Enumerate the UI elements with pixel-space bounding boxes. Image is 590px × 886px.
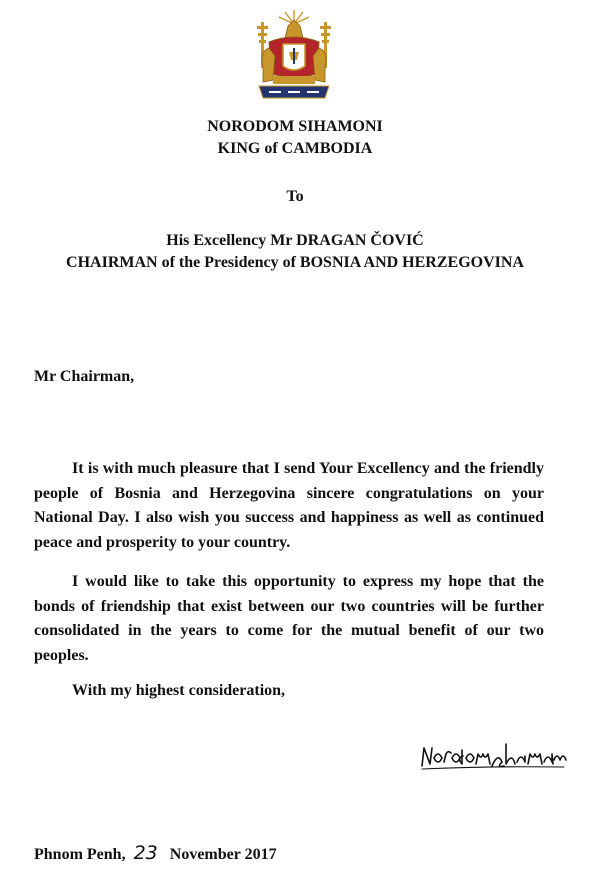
dateline — [34, 842, 277, 864]
sender-title: KING of CAMBODIA — [217, 140, 373, 157]
salutation: Mr Chairman, — [34, 368, 135, 385]
dateline-month-year: November 2017 — [169, 846, 277, 863]
recipient-block — [0, 230, 590, 274]
body-paragraph-1 — [34, 457, 544, 555]
to-label: To — [286, 188, 304, 205]
sender-name: NORODOM SIHAMONI — [207, 118, 383, 135]
body-paragraph-1-text: It is with much pleasure that I send Your Excellency and the friendly people of Bosnia and Herzegovina sincere congratulations on your National Day. I also wish you success and happiness as well as continued peace and prosperity to your country. — [34, 460, 544, 551]
handwritten-signature — [418, 736, 568, 776]
royal-crest-icon — [255, 8, 333, 106]
body-paragraph-2-text: I would like to take this opportunity to express my hope that the bonds of friendship that exist between our two countries will be further consolidated in the years to come for the mutual benefit of our two peoples. — [34, 573, 544, 664]
recipient-line-2: CHAIRMAN of the Presidency of BOSNIA AND HERZEGOVINA — [66, 254, 524, 271]
body-paragraph-2 — [34, 570, 544, 668]
closing-line: With my highest consideration, — [72, 682, 286, 699]
recipient-line-1: His Excellency Mr DRAGAN ČOVIĆ — [166, 232, 424, 249]
sender-block — [0, 116, 590, 160]
dateline-day-handwritten: 23 — [133, 842, 158, 864]
dateline-place: Phnom Penh, — [34, 846, 126, 863]
